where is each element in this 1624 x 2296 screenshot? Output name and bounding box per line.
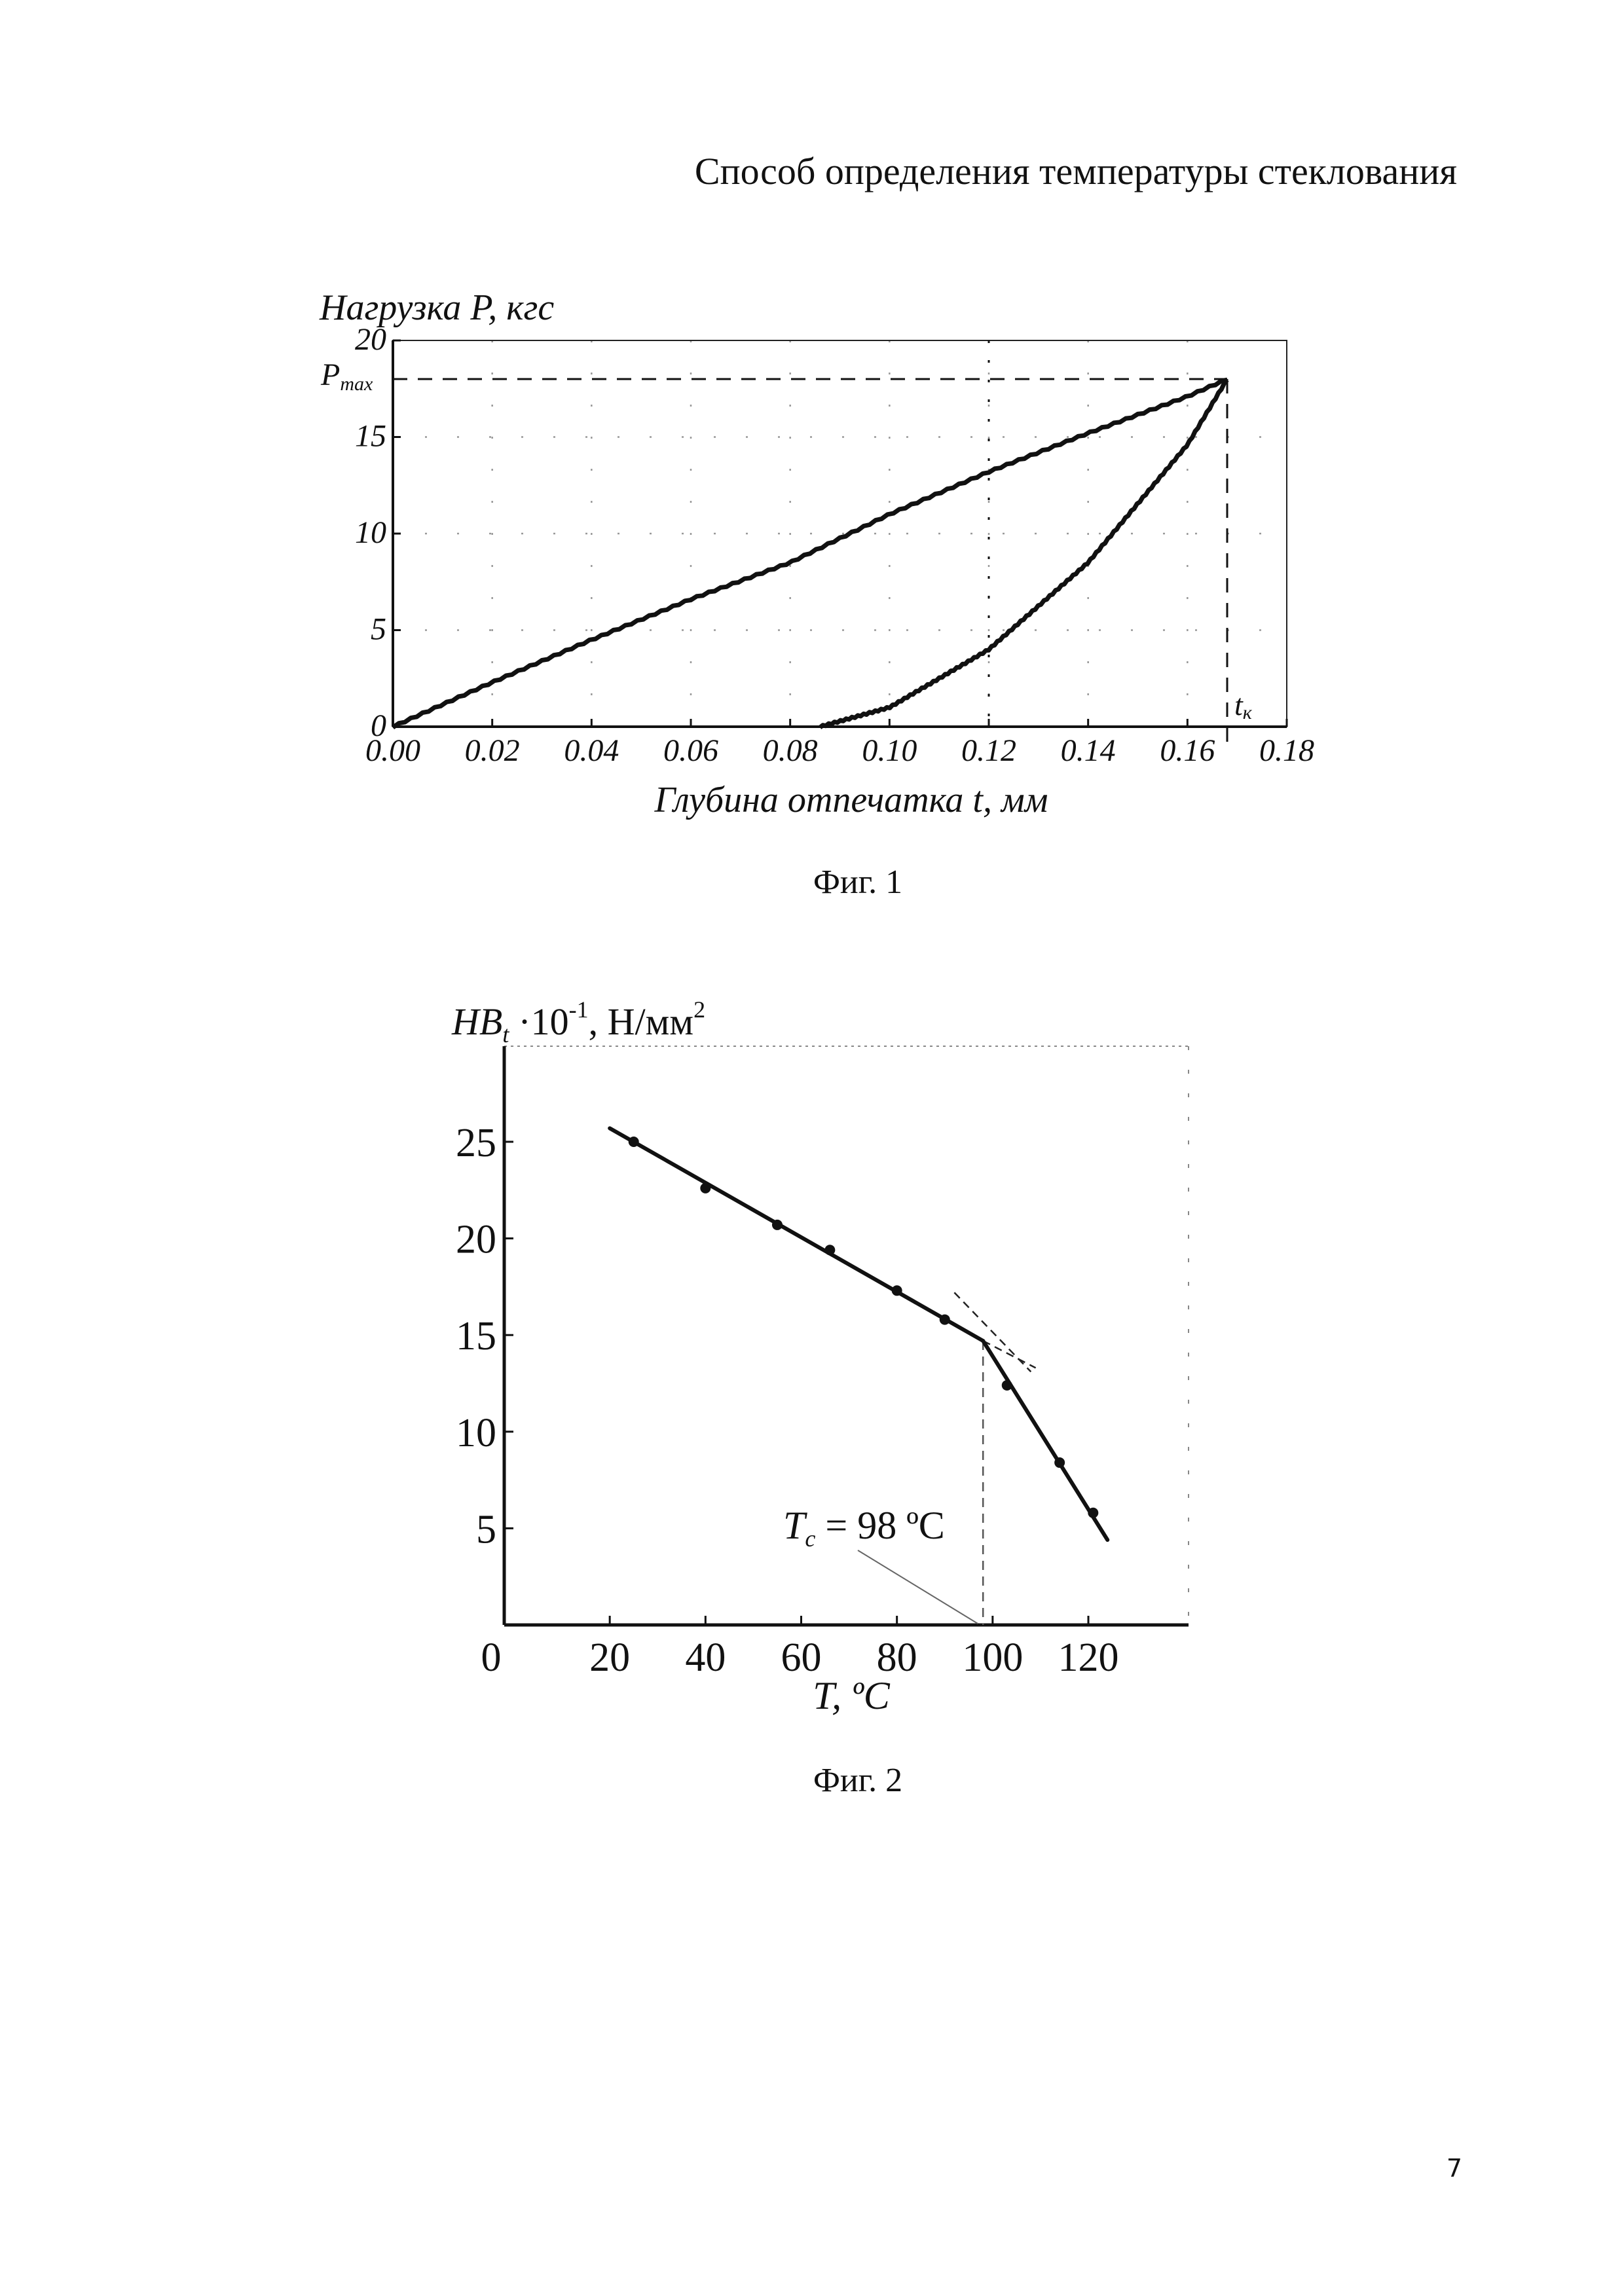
fig1-x-tick-label: 0.02 — [464, 733, 520, 768]
fig2-ylabel-sub: t — [502, 1021, 509, 1048]
fig2-y-tick-label: 20 — [456, 1217, 496, 1262]
fig2-tc-sub: c — [805, 1525, 816, 1552]
fig1-pmax-sub: max — [340, 373, 373, 395]
fig2-x-tick-label: 40 — [685, 1635, 726, 1680]
fig2-data-point — [1088, 1508, 1098, 1518]
fig1-y-tick-label: 10 — [355, 515, 386, 550]
fig1-x-tick-label: 0.10 — [862, 733, 917, 768]
fig2-x-axis-label: T, ºC — [813, 1674, 890, 1717]
fig2-y-tick-label: 15 — [456, 1314, 496, 1359]
figure-2-caption: Фиг. 2 — [813, 1762, 903, 1799]
fig1-x-tick-label: 0.08 — [762, 733, 818, 768]
fig1-tk-sub: к — [1242, 702, 1252, 723]
figure-2-hardness-temperature-chart — [0, 949, 1624, 1768]
fig2-data-point — [940, 1315, 950, 1325]
fig1-tk-label — [1234, 688, 1253, 723]
fig2-tc-value: = 98 ºC — [815, 1504, 945, 1547]
fig2-data-point — [1002, 1380, 1012, 1391]
fig2-ylabel-main: HB — [452, 1000, 503, 1043]
fig2-tc-leader-line — [858, 1550, 978, 1624]
fig1-x-tick-label: 0.16 — [1160, 733, 1215, 768]
fig2-ylabel-unit: , Н/мм — [588, 1000, 694, 1043]
fig1-loading-curve — [393, 380, 1227, 727]
fig2-data-point — [700, 1183, 710, 1194]
fig2-ylabel-unit-exp: 2 — [693, 996, 706, 1023]
page-number: 7 — [1446, 2154, 1462, 2183]
fig1-unloading-curve — [820, 380, 1227, 727]
fig2-x-tick-label: 20 — [589, 1635, 631, 1680]
fig1-tk-main: t — [1234, 688, 1243, 721]
fig2-ylabel-exp: -1 — [568, 996, 589, 1023]
fig2-data-point — [1054, 1457, 1065, 1468]
fig1-x-tick-label: 0.06 — [663, 733, 718, 768]
fig2-ylabel-mult: ·10 — [518, 1000, 569, 1043]
fig2-x-tick-label: 100 — [962, 1635, 1024, 1680]
fig1-y-axis-label: Нагрузка P, кгс — [320, 287, 555, 328]
fig2-y-axis-label — [451, 996, 705, 1048]
fig2-y-tick-label: 5 — [476, 1507, 496, 1552]
fig1-x-tick-label: 0.18 — [1259, 733, 1314, 768]
fig1-pmax-main: P — [321, 357, 341, 392]
fig1-x-tick-label: 0.04 — [564, 733, 619, 768]
fig2-tc-label — [783, 1504, 945, 1552]
fig1-x-tick-label: 0.00 — [365, 733, 420, 768]
fig2-tc-main: T — [783, 1504, 805, 1547]
fig1-pmax-label — [320, 357, 373, 395]
fig1-x-tick-label: 0.14 — [1060, 733, 1116, 768]
fig1-y-tick-label: 20 — [355, 322, 386, 357]
fig2-data-point — [772, 1220, 783, 1230]
figure-1-caption: Фиг. 1 — [813, 864, 903, 901]
fig2-x-tick-label: 80 — [876, 1635, 917, 1680]
figure-1-load-depth-chart — [0, 0, 1624, 851]
fig2-fit-line-glassy — [610, 1128, 983, 1341]
fig1-y-tick-label: 15 — [355, 418, 386, 454]
fig2-x-tick-label: 0 — [481, 1635, 502, 1680]
fig2-data-point — [629, 1137, 639, 1147]
fig1-x-axis-label: Глубина отпечатка t, мм — [654, 780, 1048, 820]
fig2-data-point — [824, 1245, 835, 1255]
fig1-y-tick-label: 0 — [371, 708, 386, 743]
fig1-x-tick-label: 0.12 — [961, 733, 1016, 768]
fig2-y-tick-label: 10 — [456, 1410, 496, 1455]
page-title: Способ определения температуры стеклования — [694, 150, 1457, 192]
fig2-x-tick-label: 120 — [1058, 1635, 1119, 1680]
fig1-y-tick-label: 5 — [371, 611, 386, 647]
fig2-data-point — [892, 1285, 902, 1296]
fig2-x-tick-label: 60 — [781, 1635, 822, 1680]
fig2-y-tick-label: 25 — [456, 1121, 496, 1165]
